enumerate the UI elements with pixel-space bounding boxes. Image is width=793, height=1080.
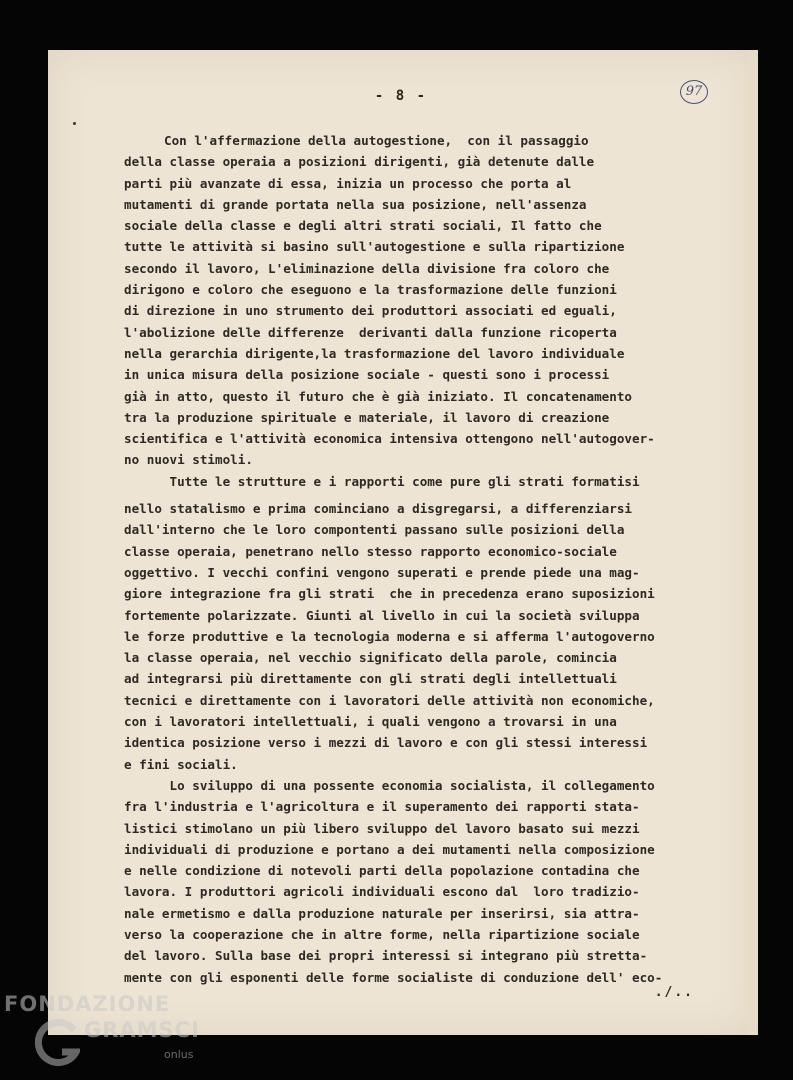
text-line: con i lavoratori intellettuali, i quali vengono a trovarsi in una (124, 714, 617, 730)
archive-number-stamp: 97 (680, 80, 708, 104)
watermark-line2: GRAMSCI (84, 1018, 200, 1042)
fondazione-gramsci-watermark (4, 992, 224, 1072)
text-line: tra la produzione spirituale e materiale, il lavoro di creazione (124, 409, 610, 425)
text-line: già in atto, questo il futuro che è già iniziato. Il concatenamento (124, 388, 632, 404)
text-line: fortemente polarizzate. Giunti al livello in cui la società sviluppa (124, 607, 640, 623)
watermark-line1: FONDAZIONE (4, 992, 171, 1016)
text-line: di direzione in uno strumento dei produttori associati ed eguali, (124, 303, 617, 319)
text-line: la classe operaia, nel vecchio significato della parole, comincia (124, 650, 617, 666)
text-line: in unica misura della posizione sociale - questi sono i processi (124, 367, 610, 383)
text-line: individuali di produzione e portano a dei mutamenti nella composizione (124, 841, 655, 857)
text-line: dirigono e coloro che eseguono e la trasformazione delle funzioni (124, 282, 617, 298)
page-number: - 8 - (374, 88, 428, 104)
text-line: dall'interno che le loro compontenti passano sulle posizioni della (124, 522, 625, 538)
text-line: sociale della classe e degli altri strati sociali, Il fatto che (124, 218, 602, 234)
text-line: mente con gli esponenti delle forme socialiste di conduzione dell' eco- (124, 969, 663, 985)
text-line: ad integrarsi più direttamente con gli strati degli intellettuali (124, 671, 617, 687)
text-line: e nelle condizione di notevoli parti della popolazione contadina che (124, 863, 640, 879)
continuation-mark: ./.. (654, 985, 694, 1000)
text-line: identica posizione verso i mezzi di lavoro e con gli stessi interessi (124, 735, 648, 751)
text-line: tutte le attività si basino sull'autogestione e sulla ripartizione (124, 239, 625, 255)
text-line: classe operaia, penetrano nello stesso rapporto economico-sociale (124, 543, 617, 559)
text-line: nale ermetismo e dalla produzione naturale per inserirsi, sia attra- (124, 905, 640, 921)
gramsci-logo-icon (34, 1018, 80, 1068)
text-line: nella gerarchia dirigente,la trasformazione del lavoro individuale (124, 345, 625, 361)
text-line: parti più avanzate di essa, inizia un processo che porta al (124, 175, 572, 191)
text-line: l'abolizione delle differenze derivanti dalla funzione ricoperta (124, 324, 617, 340)
text-line: tecnici e direttamente con i lavoratori delle attività non economiche, (124, 692, 655, 708)
text-line: Tutte le strutture e i rapporti come pure gli strati formatisi (124, 473, 640, 489)
text-line: oggettivo. I vecchi confini vengono superati e prende piede una mag- (124, 564, 640, 580)
text-line: verso la cooperazione che in altre forme, nella ripartizione sociale (124, 926, 640, 942)
watermark-onlus: onlus (164, 1048, 194, 1061)
text-line: della classe operaia a posizioni dirigenti, già detenute dalle (124, 154, 595, 170)
text-line: giore integrazione fra gli strati che in precedenza erano suposizioni (124, 586, 655, 602)
paper-edge (748, 50, 758, 1035)
text-line: scientifica e l'attività economica intensiva ottengono nell'autogover- (124, 431, 655, 447)
ink-dot (73, 122, 76, 125)
text-line: nello statalismo e prima cominciano a disgregarsi, a differenziarsi (124, 501, 632, 517)
document-page (48, 50, 754, 1035)
text-line: lavora. I produttori agricoli individuali escono dal loro tradizio- (124, 884, 640, 900)
text-line: secondo il lavoro, L'eliminazione della divisione fra coloro che (124, 260, 610, 276)
typewritten-body (124, 130, 728, 988)
text-line: del lavoro. Sulla base dei propri interessi si integrano più stretta- (124, 948, 648, 964)
text-line: Lo sviluppo di una possente economia socialista, il collegamento (124, 777, 655, 793)
text-line: listici stimolano un più libero sviluppo del lavoro basato sui mezzi (124, 820, 640, 836)
text-line: no nuovi stimoli. (124, 452, 253, 468)
text-line: Con l'affermazione della autogestione, con il passaggio (164, 133, 589, 148)
text-line: e fini sociali. (124, 756, 238, 772)
text-line: fra l'industria e l'agricoltura e il superamento dei rapporti stata- (124, 799, 640, 815)
text-line: mutamenti di grande portata nella sua posizione, nell'assenza (124, 196, 587, 212)
text-line: le forze produttive e la tecnologia moderna e si afferma l'autogoverno (124, 628, 655, 644)
